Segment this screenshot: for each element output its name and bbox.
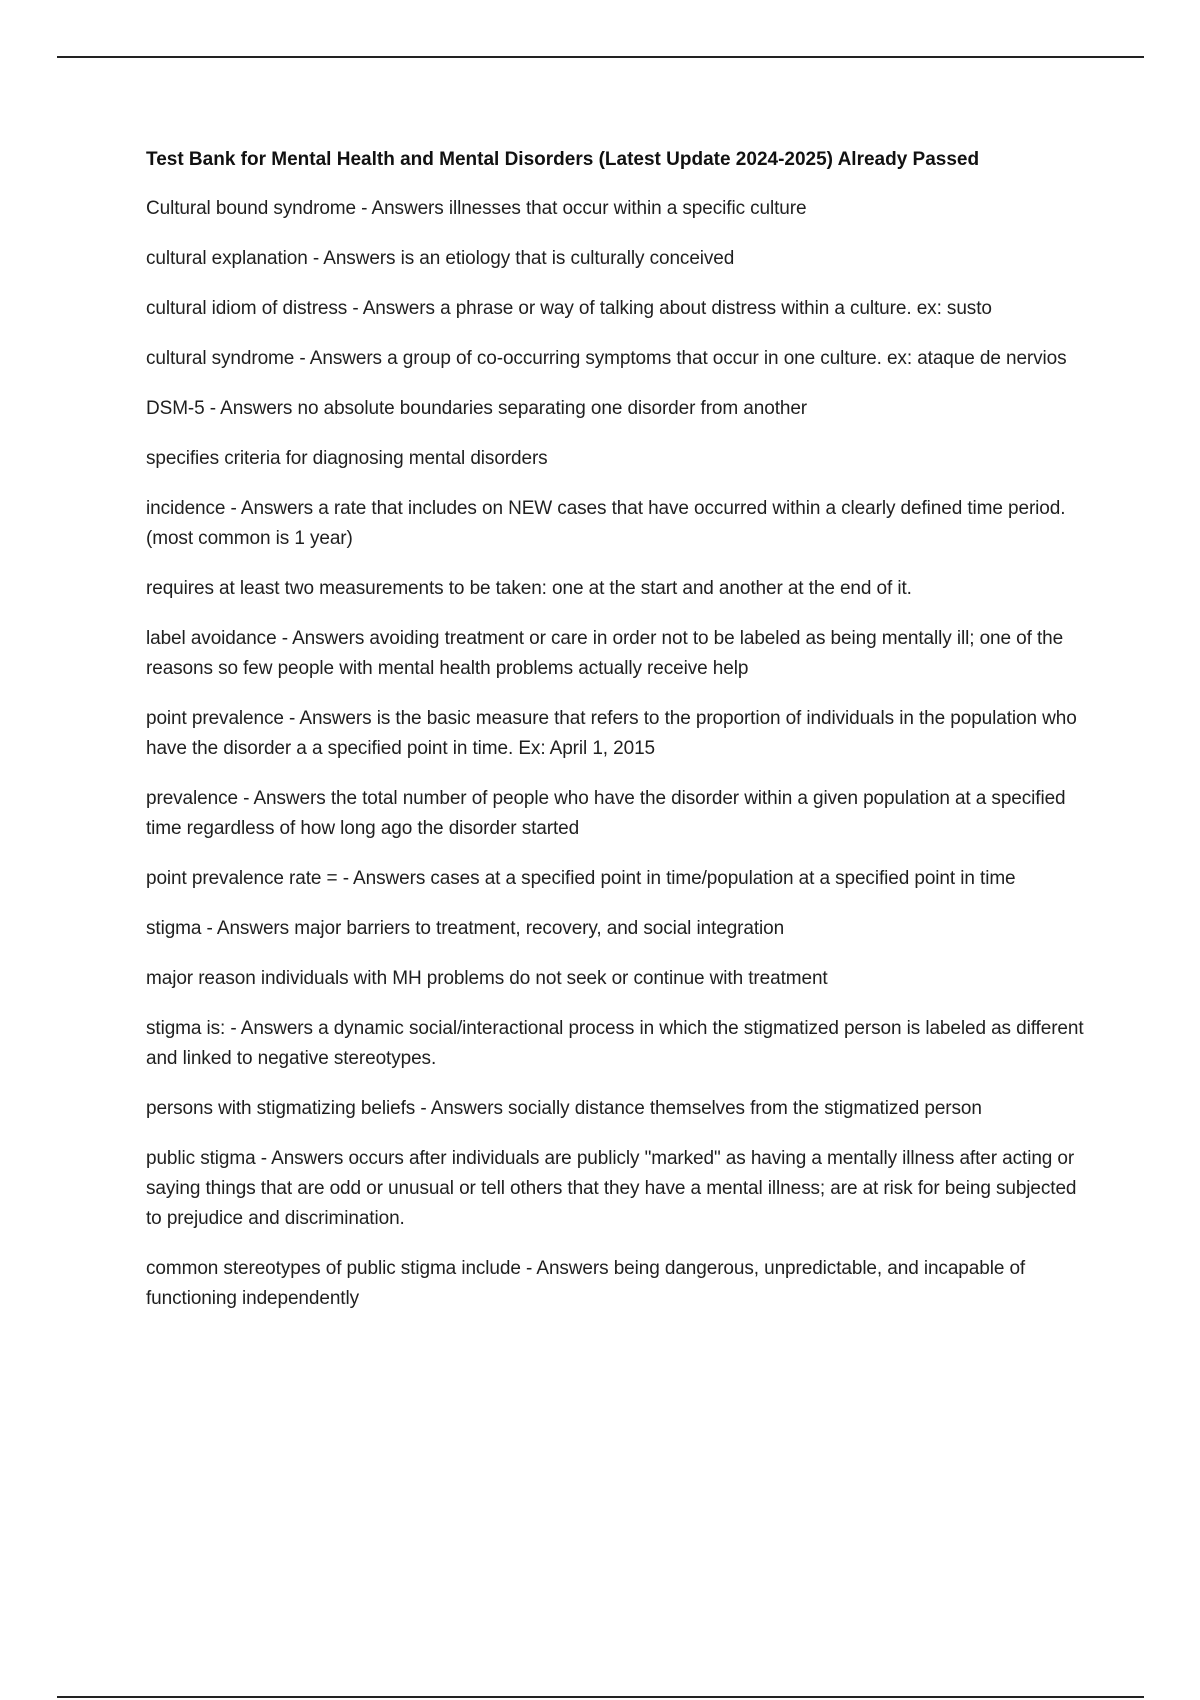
- flashcard-entry: public stigma - Answers occurs after individuals are publicly "marked" as having a mentally illness after acting or saying things that are odd or unusual or tell others that they have a mental illness; are at risk for being subjected to prejudice and discrimination.: [146, 1148, 1077, 1229]
- flashcard-entry: persons with stigmatizing beliefs - Answers socially distance themselves from the stigmatized person: [146, 1098, 982, 1119]
- flashcard-entry: point prevalence - Answers is the basic measure that refers to the proportion of individuals in the population who have the disorder a a specified point in time. Ex: April 1, 2015: [146, 708, 1077, 759]
- flashcard-entry: DSM-5 - Answers no absolute boundaries separating one disorder from another: [146, 398, 808, 419]
- document-title: Test Bank for Mental Health and Mental Disorders (Latest Update 2024-2025) Already Passed: [146, 149, 980, 170]
- flashcard-entry: cultural syndrome - Answers a group of co-occurring symptoms that occur in one culture. ex: ataque de nervios: [146, 348, 1067, 369]
- flashcard-entry: cultural idiom of distress - Answers a phrase or way of talking about distress within a culture. ex: susto: [146, 298, 992, 319]
- flashcard-entry: stigma is: - Answers a dynamic social/interactional process in which the stigmatized person is labeled as different and linked to negative stereotypes.: [146, 1018, 1084, 1069]
- document-body: [146, 146, 1086, 1334]
- flashcard-entry: stigma - Answers major barriers to treatment, recovery, and social integration: [146, 918, 785, 939]
- flashcard-entry: cultural explanation - Answers is an etiology that is culturally conceived: [146, 248, 735, 269]
- flashcard-entry: specifies criteria for diagnosing mental disorders: [146, 448, 548, 469]
- flashcard-entry: Cultural bound syndrome - Answers illnesses that occur within a specific culture: [146, 198, 807, 219]
- flashcard-entry: requires at least two measurements to be taken: one at the start and another at the end of it.: [146, 578, 912, 599]
- flashcard-entry: label avoidance - Answers avoiding treatment or care in order not to be labeled as being mentally ill; one of the reasons so few people with mental health problems actually receive help: [146, 628, 1064, 679]
- flashcard-entry: prevalence - Answers the total number of people who have the disorder within a given population at a specified time regardless of how long ago the disorder started: [146, 788, 1066, 839]
- flashcard-entry: major reason individuals with MH problems do not seek or continue with treatment: [146, 968, 828, 989]
- flashcard-entry: point prevalence rate = - Answers cases at a specified point in time/population at a specified point in time: [146, 868, 1016, 889]
- flashcard-entry: common stereotypes of public stigma include - Answers being dangerous, unpredictable, and incapable of functioning independently: [146, 1258, 1026, 1309]
- page-header-rule: [57, 56, 1144, 58]
- flashcard-list: [146, 194, 1086, 1314]
- flashcard-entry: incidence - Answers a rate that includes on NEW cases that have occurred within a clearly defined time period. (most common is 1 year): [146, 498, 1066, 549]
- page-footer-rule: [57, 1696, 1144, 1698]
